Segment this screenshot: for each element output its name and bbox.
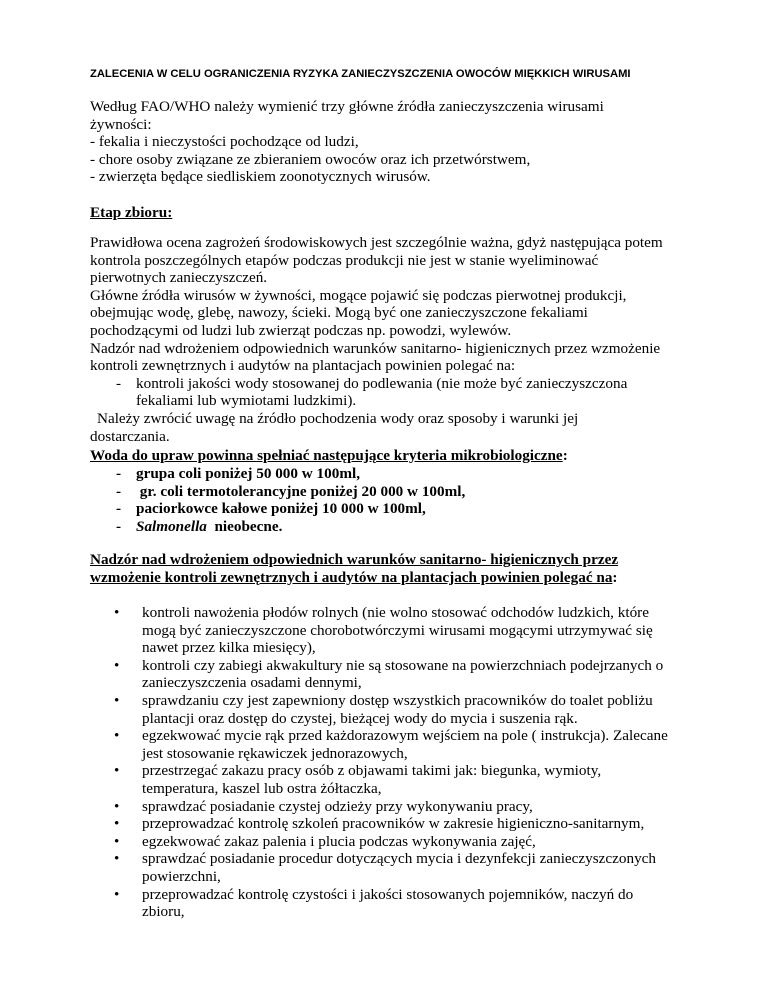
bullet-marker: • <box>114 727 120 745</box>
supervision-bullet-list <box>114 604 734 921</box>
supervision-heading <box>90 551 690 586</box>
bullet-marker: • <box>114 691 120 709</box>
bullet-item: • sprawdzać posiadanie procedur dotyczących mycia i dezynfekcji zanieczyszczonych powierzchni, <box>114 850 657 885</box>
harvest-line: kontroli zewnętrznych i audytów na plantacjach powinien polegać na: <box>90 357 516 375</box>
water-criteria-list <box>90 465 690 535</box>
salmonella-italic: Salmonella <box>136 517 207 535</box>
bullet-item: • sprawdzać posiadanie czystej odzieży przy wykonywaniu pracy, <box>114 797 533 815</box>
harvest-line: pierwotnych zanieczyszczeń. <box>90 269 268 287</box>
bullet-item: • egzekwować mycie rąk przed każdorazowym wejściem na pole ( instrukcja). Zalecane jest stosowanie rękawiczek jednorazowych, <box>114 727 668 762</box>
bullet-item: • kontroli nawożenia płodów rolnych (nie wolno stosować odchodów ludzkich, które mogą być zanieczyszczone chorobotwórczymi wirusami mogącymi utrzymywać się nawet przez kilka miesięcy), <box>114 604 653 657</box>
bullet-item: • kontroli czy zabiegi akwakultury nie są stosowane na powierzchniach podejrzanych o zanieczyszczenia osadami dennymi, <box>114 656 664 692</box>
water-heading-text: Woda do upraw powinna spełniać następujące kryteria mikrobiologiczne <box>90 447 563 464</box>
bullet-item: • przestrzegać zakazu pracy osób z objawami takimi jak: biegunka, wymioty, temperatura, kaszel lub ostra żółtaczka, <box>114 762 602 797</box>
harvest-line: kontrola poszczególnych etapów podczas produkcji nie jest w stanie wyeliminować <box>90 251 599 269</box>
criteria-item-salmonella: - Salmonella nieobecne. <box>116 517 283 535</box>
harvest-paragraph <box>90 234 690 445</box>
intro-line: - chore osoby związane ze zbieraniem owoców oraz ich przetwórstwem, <box>90 150 531 168</box>
harvest-dash-item <box>90 375 690 393</box>
dash-item-text: fekaliami lub wymiotami ludzkimi). <box>136 392 357 410</box>
criteria-item: - paciorkowce kałowe poniżej 10 000 w 100ml, <box>116 500 426 518</box>
bullet-item: • egzekwować zakaz palenia i plucia podczas wykonywania zajęć, <box>114 832 536 850</box>
harvest-line: Prawidłowa ocena zagrożeń środowiskowych jest szczególnie ważna, gdyż następująca potem <box>90 234 663 251</box>
dash-item-text: kontroli jakości wody stosowanej do podlewania (nie może być zanieczyszczona <box>136 374 628 392</box>
bullet-marker: • <box>114 604 120 621</box>
water-heading <box>90 447 690 465</box>
bullet-marker: • <box>114 797 120 815</box>
bullet-item: • przeprowadzać kontrolę szkoleń pracowników w zakresie higieniczno-sanitarnym, <box>114 815 645 833</box>
intro-line: - fekalia i nieczystości pochodzące od ludzi, <box>90 133 359 151</box>
harvest-line: pochodzącymi od ludzi lub zwierząt podczas np. powodzi, wylewów. <box>90 321 512 339</box>
criteria-item: - gr. coli termotolerancyjne poniżej 20 000 w 100ml, <box>116 482 466 500</box>
bullet-marker: • <box>114 850 120 868</box>
harvest-note: dostarczania. <box>90 427 170 445</box>
bullet-marker: • <box>114 885 120 903</box>
intro-line: - zwierzęta będące siedliskiem zoonotycznych wirusów. <box>90 168 431 186</box>
intro-line: żywności: <box>90 115 152 133</box>
criteria-item: - grupa coli poniżej 50 000 w 100ml, <box>116 465 361 482</box>
harvest-line: obejmując wodę, glebę, nawozy, ścieki. Mogą być one zanieczyszczone fekaliami <box>90 304 588 322</box>
harvest-heading: Etap zbioru: <box>90 204 173 221</box>
bullet-marker: • <box>114 832 120 850</box>
harvest-line: Nadzór nad wdrożeniem odpowiednich warunków sanitarno- higienicznych przez wzmożenie <box>90 339 661 357</box>
document-title: ZALECENIA W CELU OGRANICZENIA RYZYKA ZANIECZYSZCZENIA OWOCÓW MIĘKKICH WIRUSAMI <box>90 68 631 80</box>
harvest-line: Główne źródła wirusów w żywności, mogące pojawić się podczas pierwotnej produkcji, <box>90 286 627 304</box>
supervision-heading-line: Nadzór nad wdrożeniem odpowiednich warunków sanitarno- higienicznych przez <box>90 551 619 568</box>
bullet-marker: • <box>114 762 120 780</box>
bullet-item: • przeprowadzać kontrolę czystości i jakości stosowanych pojemników, naczyń do zbioru, <box>114 885 634 921</box>
bullet-marker: • <box>114 815 120 833</box>
bullet-marker: • <box>114 656 120 674</box>
bullet-item: • sprawdzaniu czy jest zapewniony dostęp wszystkich pracowników do toalet pobliżu plantacji oraz dostęp do czystej, bieżącej wody do mycia i suszenia rąk. <box>114 691 653 727</box>
intro-line: Według FAO/WHO należy wymienić trzy główne źródła zanieczyszczenia wirusami <box>90 98 604 115</box>
intro-paragraph <box>90 98 690 186</box>
water-heading-colon: : <box>562 447 568 464</box>
dash-marker: - <box>116 374 122 392</box>
harvest-note: Należy zwrócić uwagę na źródło pochodzenia wody oraz sposoby i warunki jej <box>97 409 579 427</box>
supervision-heading-line: wzmożenie kontroli zewnętrznych i audytów na plantacjach powinien polegać na: <box>90 568 618 586</box>
